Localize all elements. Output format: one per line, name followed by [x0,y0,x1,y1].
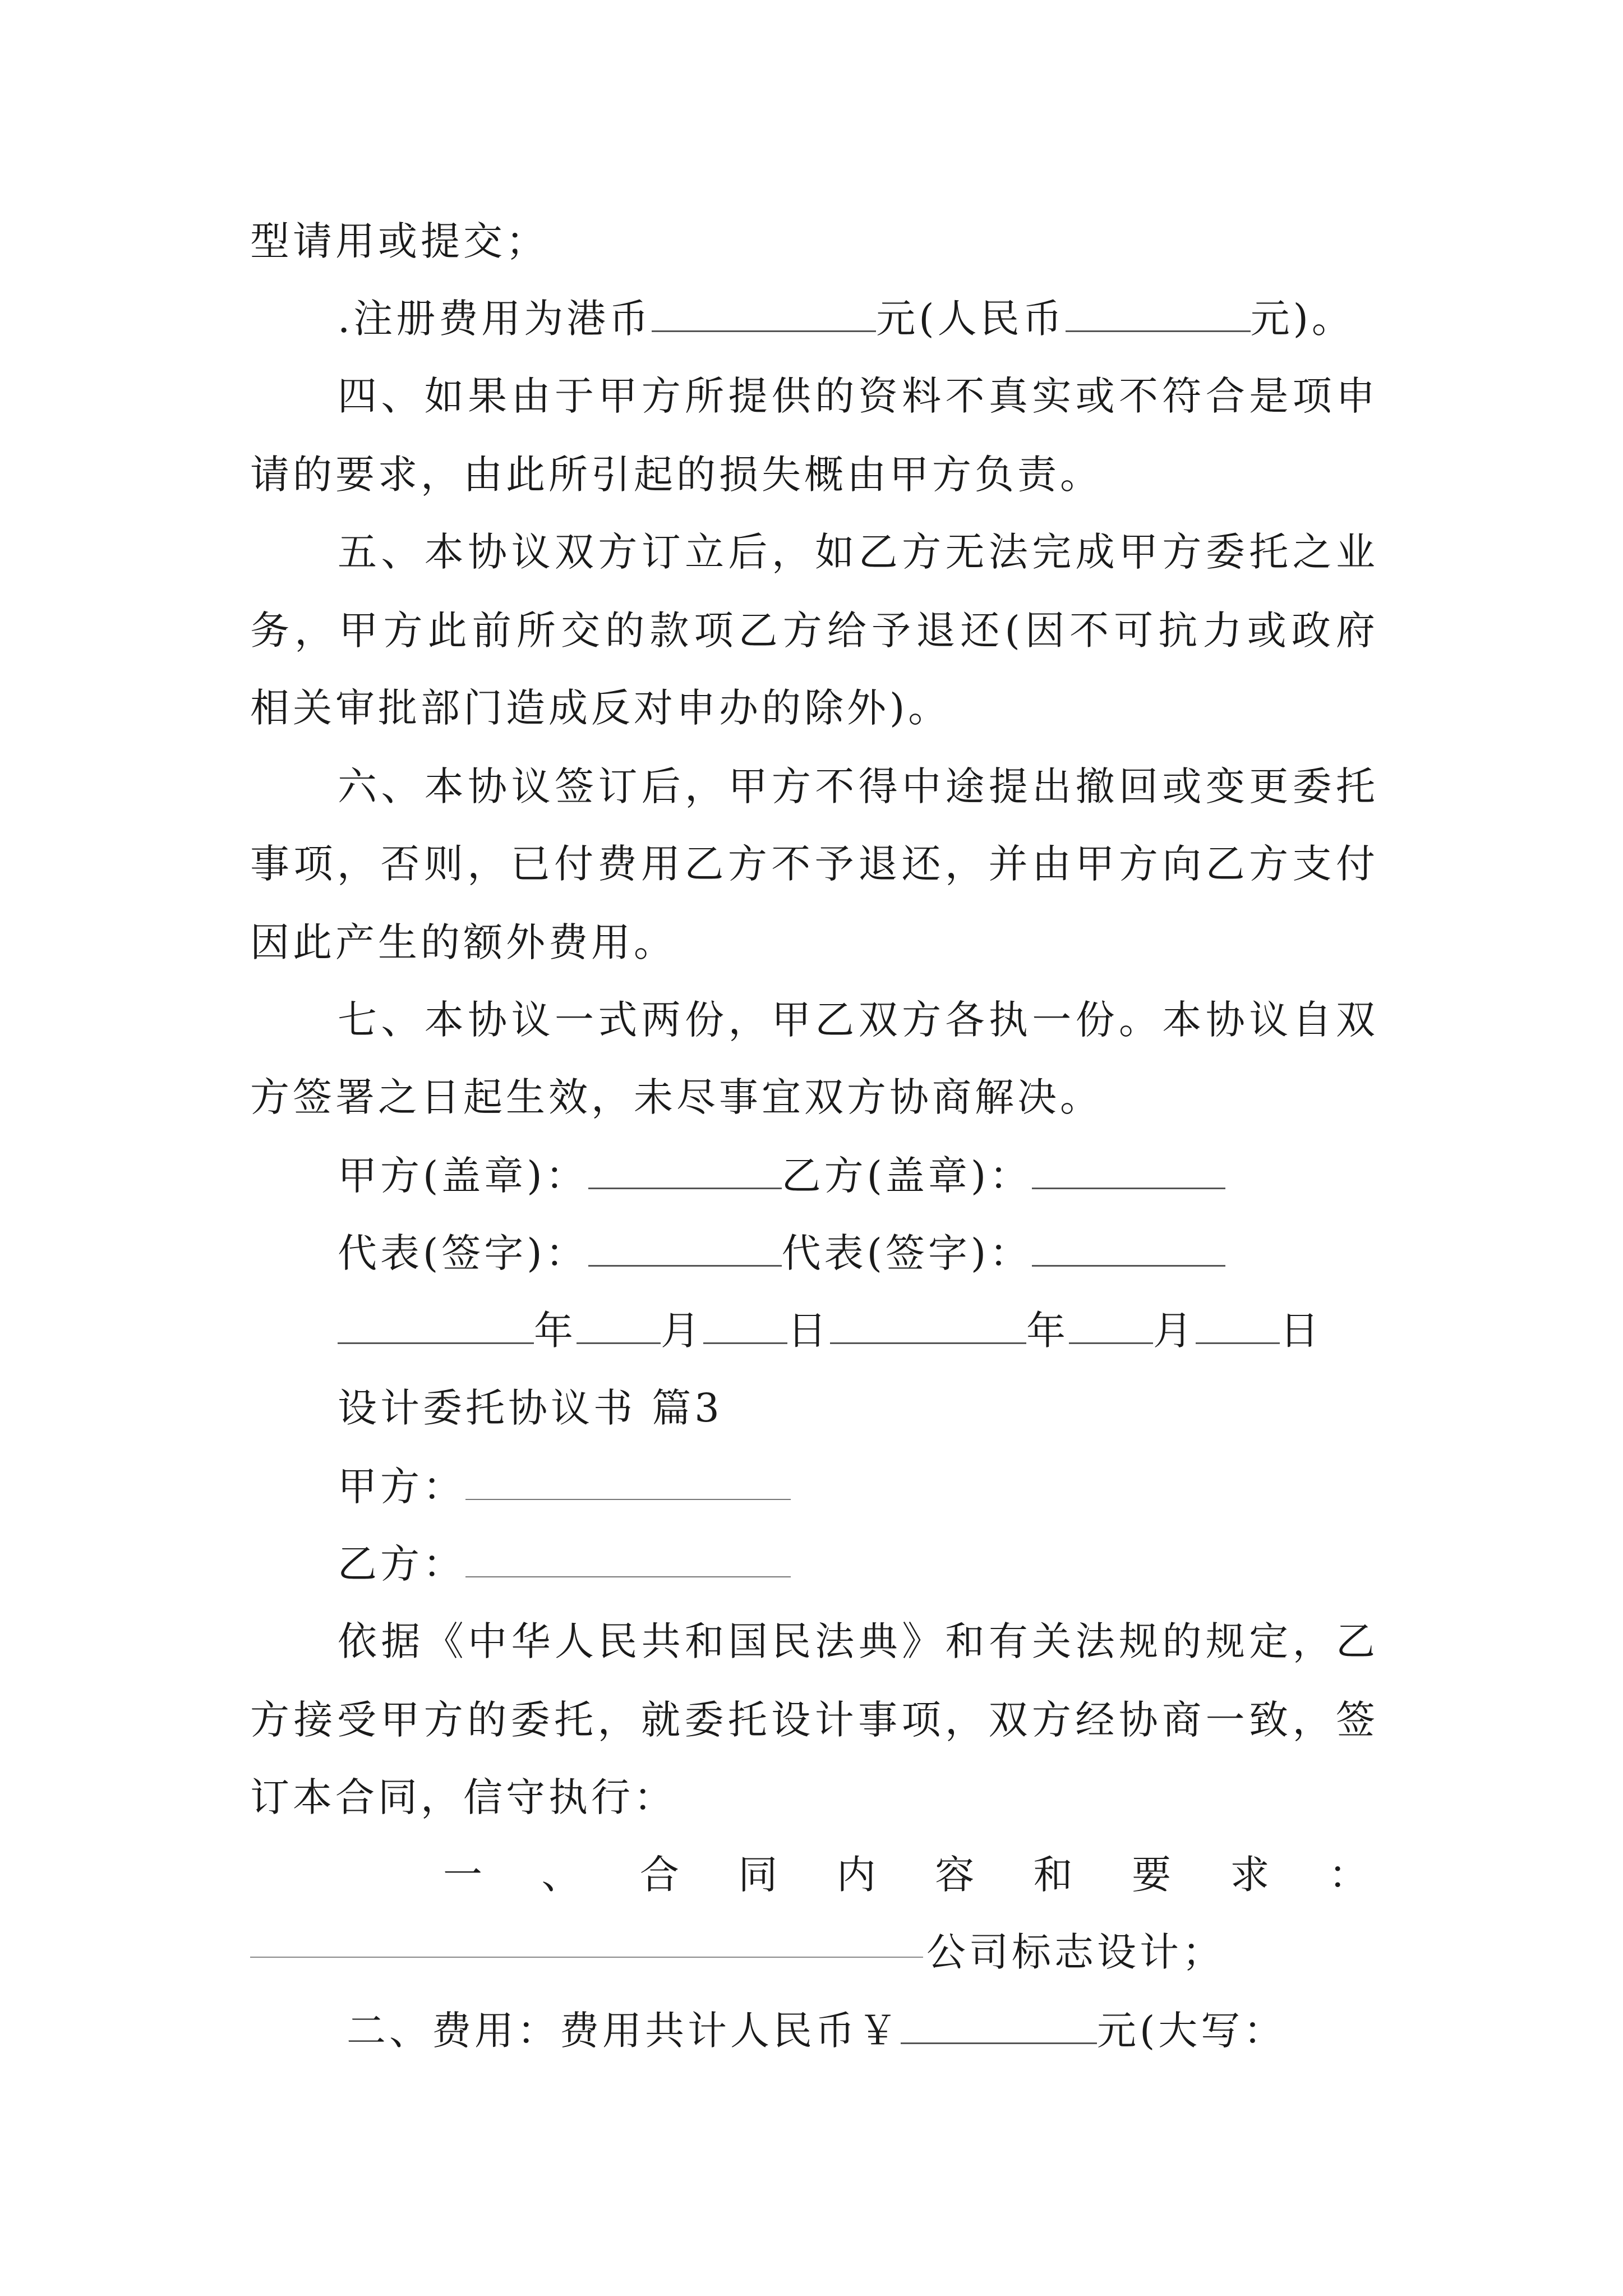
clause-1-heading: 一 、 合 同 内 容 和 要 求 ： [443,1852,1371,1898]
party-a-name-blank [465,1465,791,1500]
party-b-name-blank [465,1543,791,1577]
rmb-amount-blank [1066,297,1251,332]
party-b-line: 乙方： [338,1536,791,1592]
preamble-line-1: 依据《中华人民共和国民法典》和有关法规的规定，乙 [338,1618,1378,1664]
registration-fee-line: .注册费用为港币 元(人民币 元)。 [338,296,1354,342]
party-a-seal-blank [588,1154,782,1189]
clause-7-line-1: 七、本协议一式两份，甲乙双方各执一份。本协议自双 [338,997,1378,1043]
clause-6-line-3: 因此产生的额外费用。 [250,919,676,965]
hkd-amount-blank [652,297,876,332]
fee-amount-blank [901,2009,1097,2044]
section-title: 设计委托协议书 篇3 [338,1385,723,1431]
paragraph-line: 型请用或提交； [250,218,548,264]
clause-5-line-2: 务，甲方此前所交的款项乙方给予退还(因不可抗力或政府 [250,608,1378,654]
year-blank [830,1309,1026,1344]
clause-6-line-1: 六、本协议签订后，甲方不得中途提出撤回或变更委托 [338,763,1378,809]
logo-design-line: 公司标志设计； [926,1929,1225,1975]
party-a-line: 甲方： [338,1458,791,1515]
month-blank [577,1309,661,1344]
clause-7-line-2: 方签署之日起生效，未尽事宜双方协商解决。 [250,1074,1103,1120]
party-b-seal-blank [1032,1154,1225,1189]
clause-2-fee-line: 二、费用：费用共计人民币￥ 元(大写： [347,2008,1287,2054]
party-b-rep-blank [1032,1231,1225,1267]
month-blank [1069,1309,1153,1344]
seal-signature-line: 甲方(盖章)： 乙方(盖章)： [338,1148,1225,1204]
day-blank [703,1309,787,1344]
representative-signature-line: 代表(签字)： 代表(签字)： [338,1225,1225,1281]
date-line: 年 月 日 年 月 日 [338,1303,1322,1359]
clause-4-line-1: 四、如果由于甲方所提供的资料不真实或不符合是项申 [338,373,1378,419]
day-blank [1196,1309,1280,1344]
clause-4-line-2: 请的要求，由此所引起的损失概由甲方负责。 [250,452,1103,498]
preamble-line-3: 订本合同，信守执行： [250,1774,676,1820]
party-a-rep-blank [588,1231,782,1267]
preamble-line-2: 方接受甲方的委托，就委托设计事项，双方经协商一致，签 [250,1697,1378,1743]
clause-6-line-2: 事项，否则，已付费用乙方不予退还，并由甲方向乙方支付 [250,841,1378,887]
clause-5-line-3: 相关审批部门造成反对申办的除外)。 [250,685,951,731]
company-name-blank [250,1923,923,1958]
clause-5-line-1: 五、本协议双方订立后，如乙方无法完成甲方委托之业 [338,529,1378,575]
year-blank [338,1309,534,1344]
